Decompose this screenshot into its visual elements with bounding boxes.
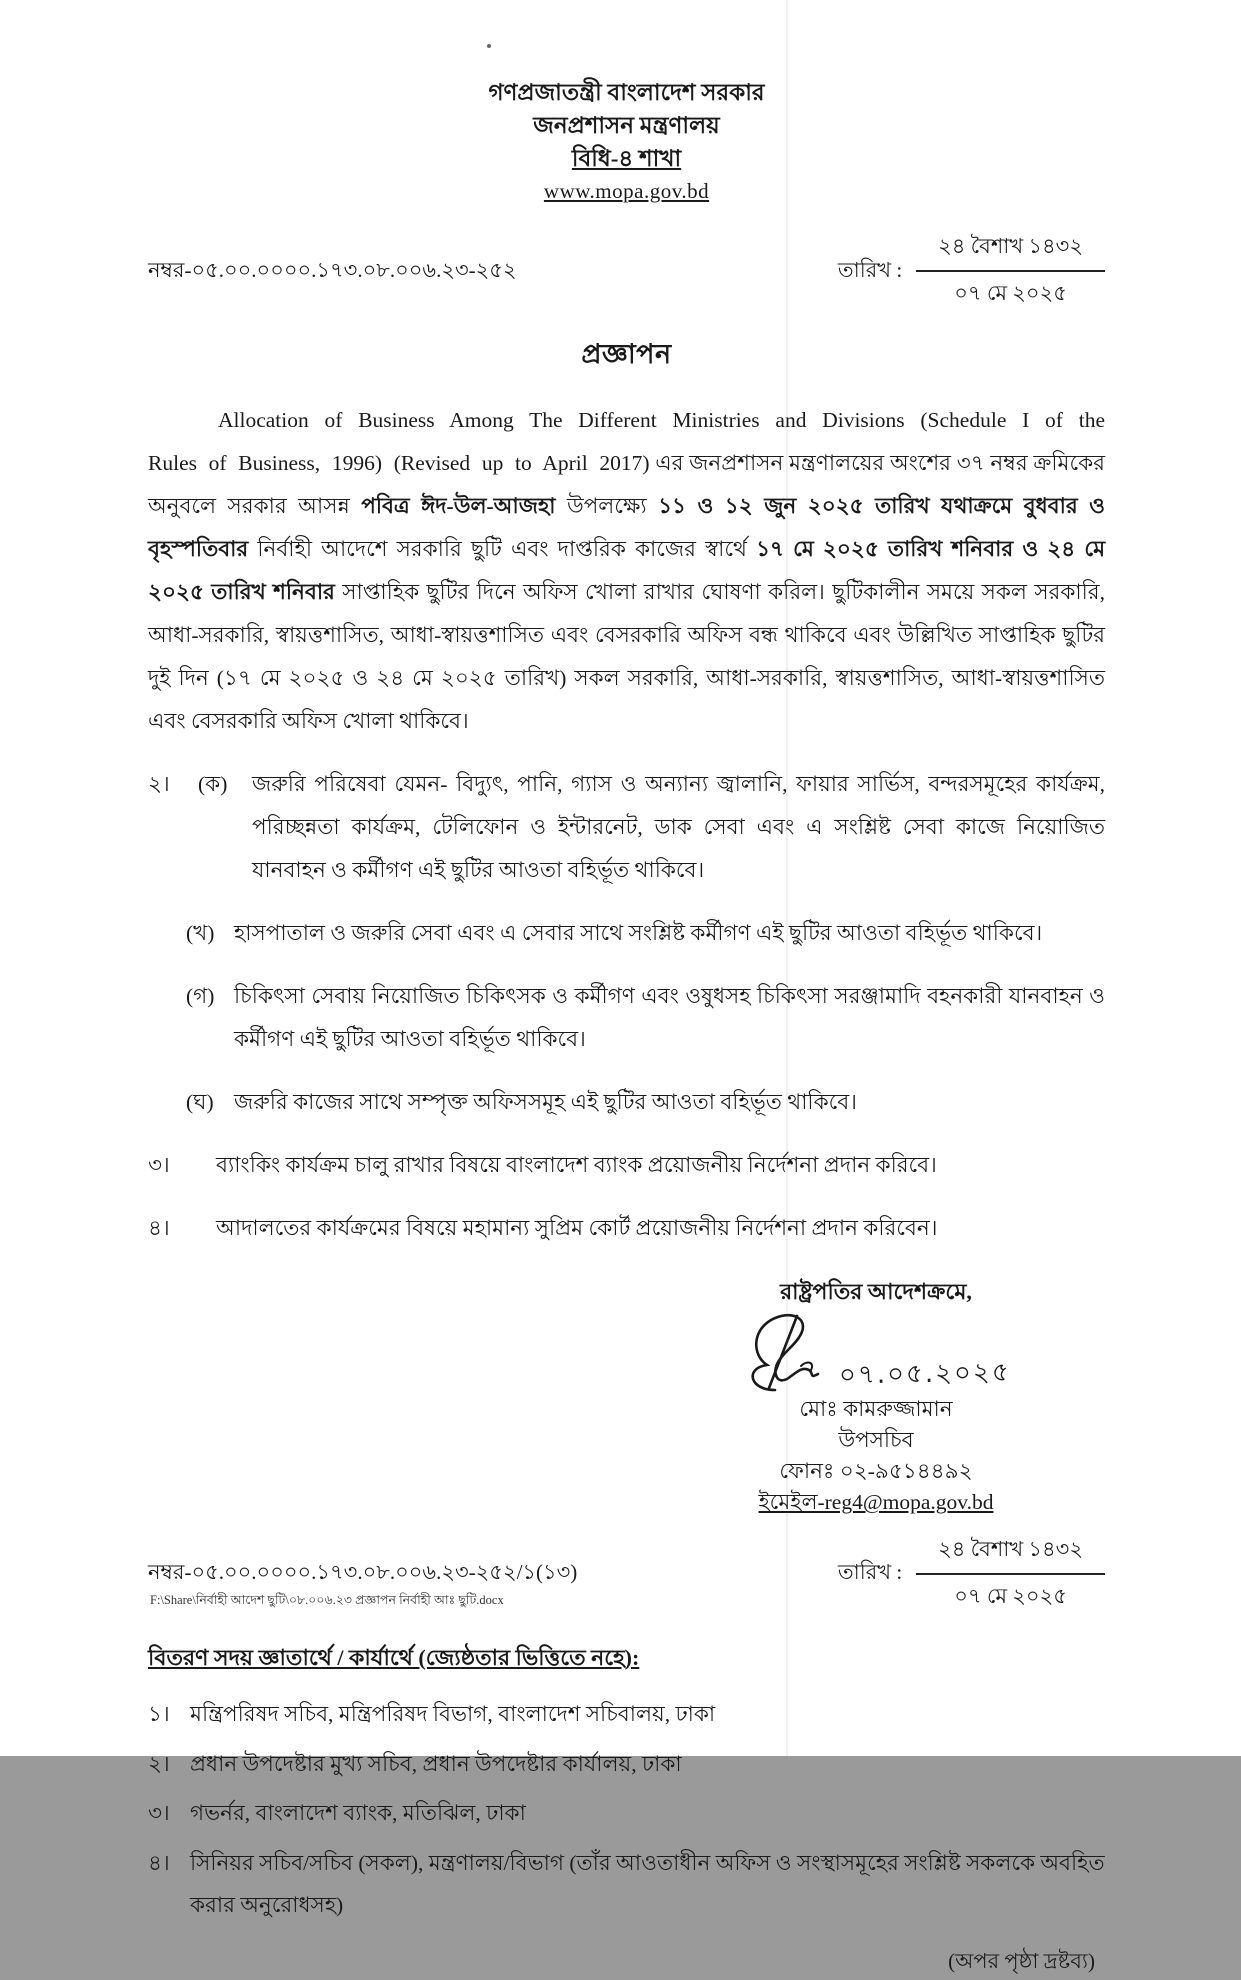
order-item-2d (148, 1081, 1105, 1124)
paragraph-segment: এর জনপ্রশাসন মন্ত্রণালয়ের অংশের ৩৭ নম্বর ক্রমিকের অনুবলে সরকার আসন্ন (148, 451, 1105, 518)
item-text: জরুরি পরিষেবা যেমন- বিদ্যুৎ, পানি, গ্যাস ও অন্যান্য জ্বালানি, ফায়ার সার্ভিস, বন্দরসমূহের কার্যক্রম, পরিচ্ছন্নতা কার্যক্রম, টেলিফোন ও ইন্টারনেট, ডাক সেবা এবং এ সংশ্লিষ্ট সেবা কাজে নিয়োজিত যানবাহন ও কর্মীগণ এই ছুটির আওতা বহির্ভূত থাকিবে। (252, 772, 1105, 882)
item-text: আদালতের কার্যক্রমের বিষয়ে মহামান্য সুপ্রিম কোর্ট প্রয়োজনীয় নির্দেশনা প্রদান করিবেন। (216, 1216, 938, 1240)
item-number: ২। (148, 772, 170, 796)
paragraph-segment-bold: ১১ ও ১২ জুন ২০২৫ তারিখ যথাক্রমে বুধবার ও বৃহস্পতিবার (148, 494, 1105, 561)
section-name: বিধি-৪ শাখা (571, 146, 682, 171)
order-item-3 (148, 1144, 1105, 1187)
date-label: তারিখ : (837, 257, 903, 282)
paragraph-segment-english: Allocation of Business Among The Different Ministries and Divisions (Schedule I of the Rules of Business, 1996) (Revised up to April 2017) (148, 408, 1105, 475)
item-number: ১। (148, 1701, 170, 1726)
order-item-2c (148, 975, 1105, 1061)
distribution-item-4 (148, 1843, 1105, 1927)
notification-title: প্রজ্ঞাপন (581, 339, 672, 369)
signer-phone: ফোনঃ ০২-৯৫১৪৪৯২ (779, 1459, 973, 1484)
item-text: হাসপাতাল ও জরুরি সেবা এবং এ সেবার সাথে সংশ্লিষ্ট কর্মীগণ এই ছুটির আওতা বহির্ভূত থাকিবে। (234, 921, 1043, 945)
memo-reference-row (148, 230, 1105, 312)
ministry-name: জনপ্রশাসন মন্ত্রণালয় (533, 113, 720, 138)
handwritten-date: ০৭.০৫.২০২৫ (838, 1357, 1012, 1391)
item-text: গভর্নর, বাংলাদেশ ব্যাংক, মতিঝিল, ঢাকা (190, 1801, 526, 1826)
date-gregorian: ০৭ মে ২০২৫ (954, 1583, 1067, 1608)
item-text: জরুরি কাজের সাথে সম্পৃক্ত অফিসসমূহ এই ছুটির আওতা বহির্ভূত থাকিবে। (234, 1090, 857, 1114)
item-letter: (ঘ) (186, 1090, 214, 1114)
item-number (148, 975, 186, 1061)
date-values (916, 230, 1105, 312)
item-number: ৪। (148, 1851, 170, 1876)
signer-designation: উপসচিব (838, 1428, 914, 1453)
date-block (838, 230, 1105, 312)
memo2-number: নম্বর-০৫.০০.০০০০.১৭৩.০৮.০০৬.২৩-২৫২/১(১৩) (148, 1560, 578, 1585)
file-path-footer: F:\Share\নির্বাহী আদেশ ছুটি\০৮.০০৬.২৩ প্রজ্ঞাপন নির্বাহী আঃ ছুটি.docx (150, 1593, 504, 1607)
item-text: চিকিৎসা সেবায় নিয়োজিত চিকিৎসক ও কর্মীগণ এবং ওষুধসহ চিকিৎসা সরঞ্জামাদি বহনকারী যানবাহন ও কর্মীগণ এই ছুটির আওতা বহির্ভূত থাকিবে। (234, 984, 1105, 1051)
date-gregorian: ০৭ মে ২০২৫ (954, 281, 1067, 305)
paragraph-segment-bold: ১৭ মে ২০২৫ তারিখ শনিবার ও ২৪ মে ২০২৫ তারিখ শনিবার (148, 537, 1106, 604)
signature-line (711, 1310, 1041, 1394)
next-page-note: (অপর পৃষ্ঠা দ্রষ্টব্য) (948, 1949, 1095, 1974)
scan-dot-artifact (487, 44, 491, 48)
order-item-2a (148, 763, 1105, 892)
item-number (148, 912, 186, 955)
distribution-item-3 (148, 1793, 1105, 1835)
item-text: সিনিয়র সচিব/সচিব (সকল), মন্ত্রণালয়/বিভাগ (তাঁর আওতাধীন অফিস ও সংস্থাসমূহের সংশ্লিষ্ট সকলকে অবহিত করার অনুরোধসহ) (190, 1851, 1105, 1918)
distribution-item-1 (148, 1694, 1105, 1736)
date-values (916, 1533, 1105, 1615)
distribution-heading: বিতরণ সদয় জ্ঞাতার্থে / কার্যার্থে (জ্যেষ্ঠতার ভিত্তিতে নহে): (148, 1644, 640, 1670)
item-number: ৩। (148, 1801, 170, 1826)
signature-scribble-icon (741, 1310, 845, 1394)
item-letter: (ক) (198, 772, 228, 796)
item-text: ব্যাংকিং কার্যক্রম চালু রাখার বিষয়ে বাংলাদেশ ব্যাংক প্রয়োজনীয় নির্দেশনা প্রদান করিবে। (216, 1153, 937, 1177)
memo-number: নম্বর-০৫.০০.০০০০.১৭৩.০৮.০০৬.২৩-২৫২ (148, 257, 517, 282)
date-label: তারিখ : (837, 1560, 903, 1585)
signer-name: মোঃ কামরুজ্জামান (799, 1396, 953, 1421)
by-order-line: রাষ্ট্রপতির আদেশক্রমে, (780, 1279, 972, 1304)
item-number (148, 1081, 186, 1124)
order-item-4 (148, 1207, 1105, 1250)
item-letter: (গ) (186, 984, 215, 1008)
paragraph-segment-bold: পবিত্র ঈদ-উল-আজহা (361, 494, 556, 518)
signer-email[interactable]: ইমেইল-reg4@mopa.gov.bd (758, 1490, 994, 1515)
paragraph-segment: সাপ্তাহিক ছুটির দিনে অফিস খোলা রাখার ঘোষণা করিল। ছুটিকালীন সময়ে সকল সরকারি, আধা-সরকারি, স্বায়ত্তশাসিত, আধা-স্বায়ত্তশাসিত এবং বেসরকারি অফিস বন্ধ থাকিবে এবং উল্লিখিত সাপ্তাহিক ছুটির দুই দিন (১৭ মে ২০২৫ ও ২৪ মে ২০২৫ তারিখ) সকল সরকারি, আধা-সরকারি, স্বায়ত্তশাসিত, আধা-স্বায়ত্তশাসিত এবং বেসরকারি অফিস খোলা থাকিবে। (148, 580, 1105, 733)
item-letter: (খ) (186, 921, 215, 945)
paragraph-segment: নির্বাহী আদেশে সরকারি ছুটি এবং দাপ্তরিক কাজের স্বার্থে (248, 537, 757, 561)
item-text: প্রধান উপদেষ্টার মুখ্য সচিব, প্রধান উপদেষ্টার কার্যালয়, ঢাকা (190, 1751, 682, 1776)
body-paragraph (148, 399, 1105, 743)
item-number: ৪। (148, 1216, 170, 1240)
distribution-item-2 (148, 1744, 1105, 1786)
paragraph-segment: উপলক্ষ্যে (555, 494, 659, 518)
signature-block (711, 1276, 1041, 1519)
item-number: ২। (148, 1751, 170, 1776)
date-block-2 (838, 1533, 1105, 1615)
order-item-2b (148, 912, 1105, 955)
website-link[interactable]: www.mopa.gov.bd (543, 179, 710, 203)
date-bangla: ২৪ বৈশাখ ১৪৩২ (916, 230, 1105, 272)
item-text: মন্ত্রিপরিষদ সচিব, মন্ত্রিপরিষদ বিভাগ, বাংলাদেশ সচিবালয়, ঢাকা (190, 1701, 716, 1726)
item-number: ৩। (148, 1153, 170, 1177)
government-name: গণপ্রজাতন্ত্রী বাংলাদেশ সরকার (488, 80, 765, 105)
scan-fold-artifact (786, 0, 788, 1756)
letterhead (148, 76, 1105, 208)
date-bangla: ২৪ বৈশাখ ১৪৩২ (916, 1533, 1105, 1575)
